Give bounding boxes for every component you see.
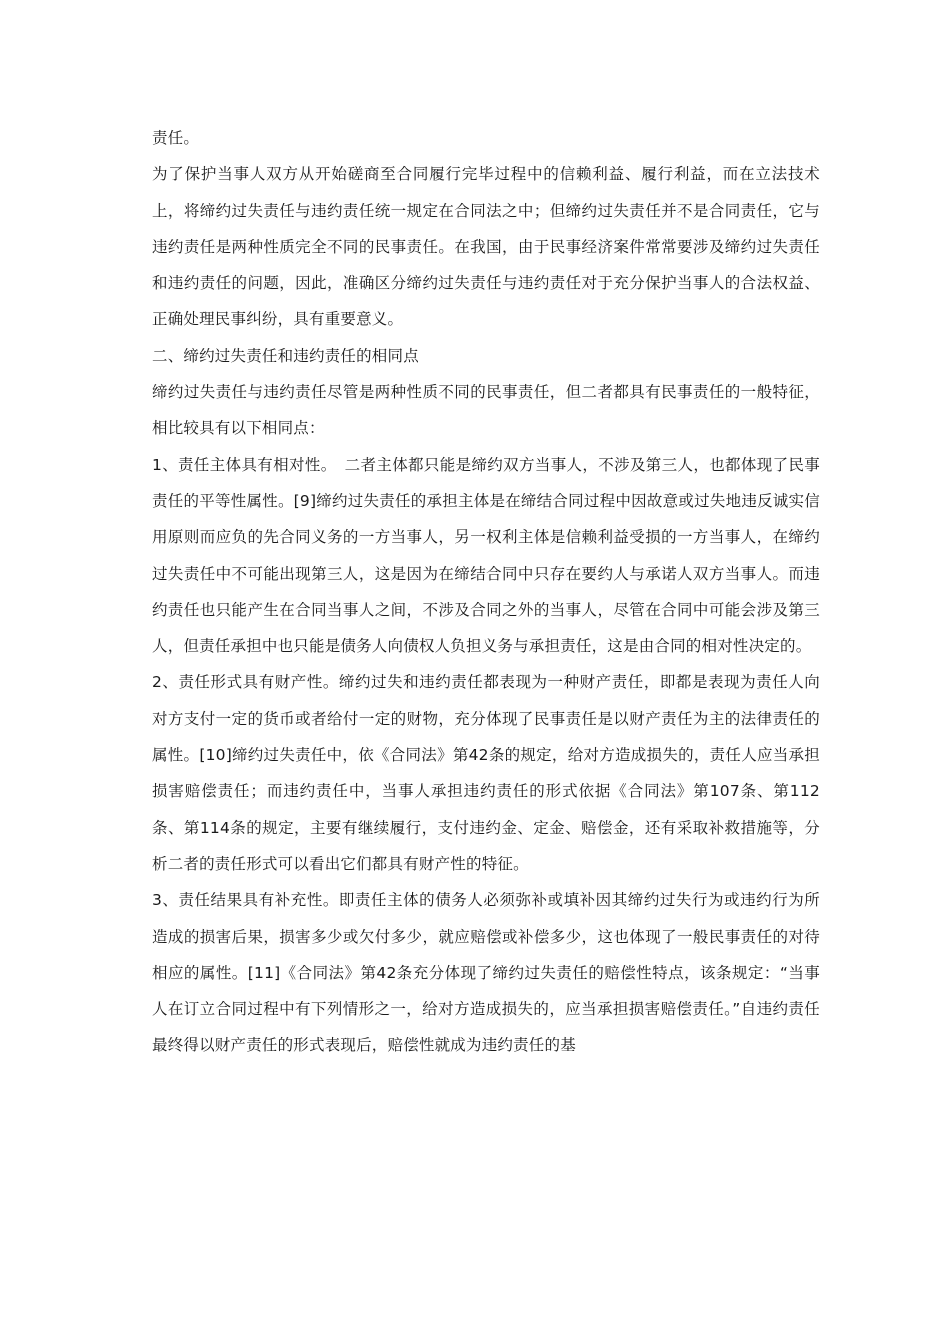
paragraph-point-2: 2、责任形式具有财产性。缔约过失和违约责任都表现为一种财产责任，即都是表现为责任人向对方支付一定的货币或者给付一定的财物，充分体现了民事责任是以财产责任为主的法律责任的属性。[10]缔约过失责任中，依《合同法》第42条的规定，给对方造成损失的，责任人应当承担损害赔偿责任；而违约责任中，当事人承担违约责任的形式依据《合同法》第107条、第112条、第114条的规定，主要有继续履行，支付违约金、定金、赔偿金，还有采取补救措施等，分析二者的责任形式可以看出它们都具有财产性的特征。 bbox=[152, 673, 820, 873]
paragraph-2: 为了保护当事人双方从开始磋商至合同履行完毕过程中的信赖利益、履行利益，而在立法技术上，将缔约过失责任与违约责任统一规定在合同法之中；但缔约过失责任并不是合同责任，它与违约责任是两种性质完全不同的民事责任。在我国，由于民事经济案件常常要涉及缔约过失责任和违约责任的问题，因此，准确区分缔约过失责任与违约责任对于充分保护当事人的合法权益、正确处理民事纠纷，具有重要意义。 bbox=[152, 165, 820, 329]
paragraph-point-1: 1、责任主体具有相对性。 二者主体都只能是缔约双方当事人，不涉及第三人，也都体现了民事责任的平等性属性。[9]缔约过失责任的承担主体是在缔结合同过程中因故意或过失地违反诚实信用原则而应负的先合同义务的一方当事人，另一权利主体是信赖利益受损的一方当事人，在缔约过失责任中不可能出现第三人，这是因为在缔结合同中只存在要约人与承诺人双方当事人。而违约责任也只能产生在合同当事人之间，不涉及合同之外的当事人，尽管在合同中可能会涉及第三人，但责任承担中也只能是债务人向债权人负担义务与承担责任，这是由合同的相对性决定的。 bbox=[152, 455, 820, 656]
paragraph-3: 缔约过失责任与违约责任尽管是两种性质不同的民事责任，但二者都具有民事责任的一般特征，相比较具有以下相同点： bbox=[152, 383, 820, 438]
section-heading: 二、缔约过失责任和违约责任的相同点 bbox=[152, 346, 419, 365]
paragraph-1: 责任。 bbox=[152, 129, 200, 147]
paragraph-point-3: 3、责任结果具有补充性。即责任主体的债务人必须弥补或填补因其缔约过失行为或违约行为所造成的损害后果，损害多少或欠付多少，就应赔偿或补偿多少，这也体现了一般民事责任的对待相应的属性。[11]《合同法》第42条充分体现了缔约过失责任的赔偿性特点，该条规定：“当事人在订立合同过程中有下列情形之一，给对方造成损失的，应当承担损害赔偿责任。”自违约责任最终得以财产责任的形式表现后，赔偿性就成为违约责任的基 bbox=[152, 891, 820, 1055]
document-body bbox=[152, 120, 820, 1064]
